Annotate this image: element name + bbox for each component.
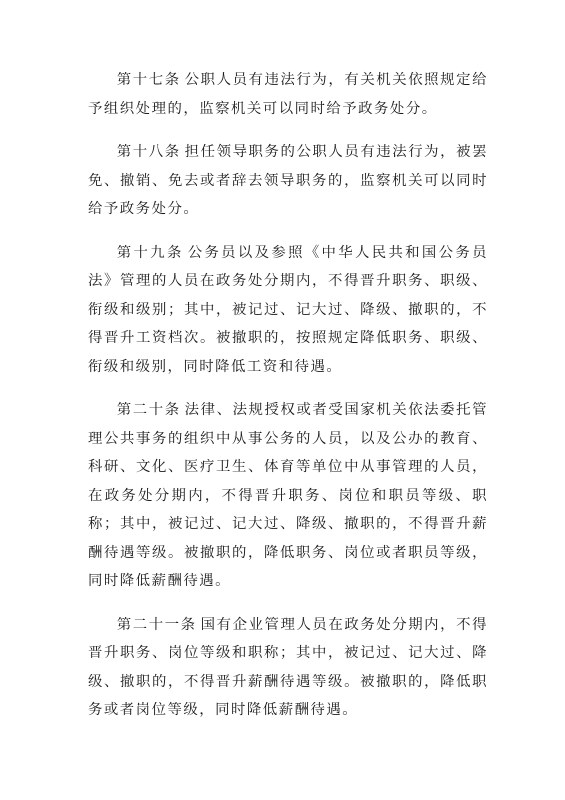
article-heading: 第十七条: [116, 72, 181, 88]
article-paragraph: [88, 138, 488, 224]
article-text: 公职人员有违法行为，有关机关依照规定给予组织处理的，监察机关可以同时给予政务处分。: [88, 72, 488, 117]
article-text: 担任领导职务的公职人员有违法行为，被罢免、撤销、免去或者辞去领导职务的，监察机关可以同时给予政务处分。: [88, 144, 488, 217]
article-heading: 第十八条: [116, 144, 181, 160]
article-text: 国有企业管理人员在政务处分期内，不得晋升职务、岗位等级和职称；其中，被记过、记大过、降级、撤职的，不得晋升薪酬待遇等级。被撤职的，降低职务或者岗位等级，同时降低薪酬待遇。: [88, 616, 488, 718]
document-body: [88, 66, 488, 740]
article-paragraph: [88, 611, 488, 725]
article-heading: 第十九条: [116, 244, 184, 261]
article-text: 公务员以及参照《中华人民共和国公务员法》管理的人员在政务处分期内，不得晋升职务、职级、衔级和级别；其中，被记过、记大过、降级、撤职的，不得晋升工资档次。被撤职的，按照规定降低职务、职级、衔级和级别，同时降低工资和待遇。: [88, 244, 488, 375]
article-text: 法律、法规授权或者受国家机关依法委托管理公共事务的组织中从事公务的人员，以及公办的教育、科研、文化、医疗卫生、体育等单位中从事管理的人员，在政务处分期内，不得晋升职务、岗位和职员等级、职称；其中，被记过、记大过、降级、撤职的，不得晋升薪酬待遇等级。被撤职的，降低职务、岗位或者职员等级，同时降低薪酬待遇。: [88, 402, 488, 589]
article-heading: 第二十一条: [116, 616, 197, 633]
article-heading: 第二十条: [116, 402, 181, 418]
article-paragraph: [88, 66, 488, 123]
article-paragraph: [88, 239, 488, 382]
article-paragraph: [88, 396, 488, 596]
